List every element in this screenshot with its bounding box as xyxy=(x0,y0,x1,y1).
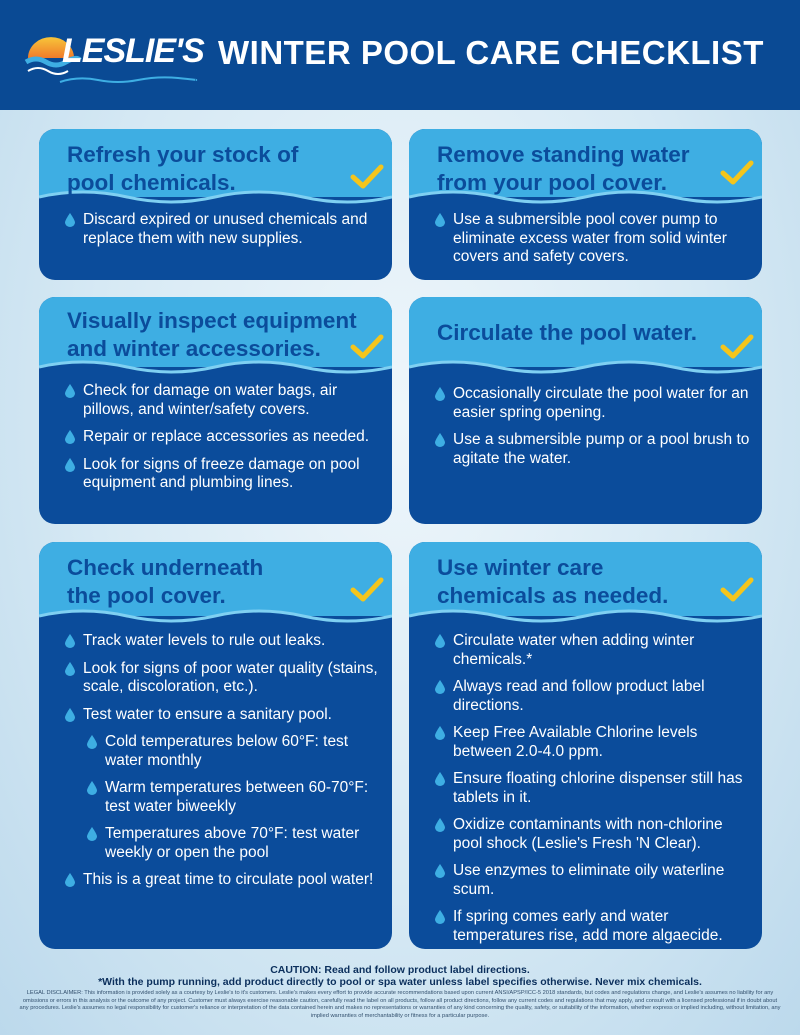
checklist-card-winter-chemicals xyxy=(409,542,762,949)
list-item: Look for signs of poor water quality (stains, scale, discoloration, etc.). xyxy=(63,660,388,697)
checklist-card-circulate xyxy=(409,297,762,524)
leslies-logo xyxy=(22,28,204,88)
water-drop-icon xyxy=(435,680,445,694)
checklist xyxy=(63,211,383,257)
list-subitem: Warm temperatures between 60-70°F: test water biweekly xyxy=(85,779,388,816)
water-drop-icon xyxy=(87,735,97,749)
water-drop-icon xyxy=(87,827,97,841)
checkmark-icon xyxy=(350,576,384,604)
checkmark-icon xyxy=(720,576,754,604)
checklist-card-standing-water xyxy=(409,129,762,280)
list-subitem: Cold temperatures below 60°F: test water monthly xyxy=(85,733,388,770)
water-drop-icon xyxy=(65,708,75,722)
checklist-card-chemicals xyxy=(39,129,392,280)
list-item: Test water to ensure a sanitary pool. xyxy=(63,706,388,725)
list-item: Look for signs of freeze damage on pool equipment and plumbing lines. xyxy=(63,456,383,493)
water-drop-icon xyxy=(435,213,445,227)
checklist xyxy=(63,632,388,899)
list-item: Oxidize contaminants with non-chlorine pool shock (Leslie's Fresh 'N Clear). xyxy=(433,816,753,853)
list-item: Track water levels to rule out leaks. xyxy=(63,632,388,651)
list-item: Occasionally circulate the pool water for an easier spring opening. xyxy=(433,385,753,422)
caution-text: CAUTION: Read and follow product label directions. xyxy=(270,964,530,976)
checklist xyxy=(433,211,753,276)
list-item: This is a great time to circulate pool water! xyxy=(63,871,388,890)
list-item: Keep Free Available Chlorine levels between 2.0-4.0 ppm. xyxy=(433,724,753,761)
checkmark-icon xyxy=(720,333,754,361)
pump-note: *With the pump running, add product directly to pool or spa water unless label specifies otherwise. Never mix chemicals. xyxy=(98,976,702,988)
water-drop-icon xyxy=(65,873,75,887)
checklist xyxy=(63,382,383,502)
water-drop-icon xyxy=(65,662,75,676)
wave-divider xyxy=(409,355,762,379)
checkmark-icon xyxy=(350,333,384,361)
water-drop-icon xyxy=(435,387,445,401)
list-item: Repair or replace accessories as needed. xyxy=(63,428,383,447)
checklist xyxy=(433,385,753,477)
list-item: Use a submersible pump or a pool brush to agitate the water. xyxy=(433,431,753,468)
legal-disclaimer: LEGAL DISCLAIMER: This information is provided solely as a courtesy by Leslie's to it's customers. Leslie's makes every effort to provide accurate recommendations based upon current ANSI/APSP/ICC-5 2018 standards, but codes and regulations change, and Leslie's assumes no liability for any omissions or errors in this analysis or the outcome of any project. Customer must always exercise reasonable caution, carefully read the label on all products, follow all product directions, follow any current codes and regulations that may apply, and consult with a licensed professional if in doubt about any procedures. Leslie's assumes no legal responsibility for customer's reliance or interpretation of the data contained herein and makes no representations or warranties of any kind concerning the quality, safety, or suitability of the information, whether express or implied including, without limitation, any implied warranties of merchantability or fitness for a particular purpose. xyxy=(19,990,781,1019)
water-drop-icon xyxy=(65,458,75,472)
water-drop-icon xyxy=(87,781,97,795)
list-item: If spring comes early and water temperatures rise, add more algaecide. xyxy=(433,908,753,945)
water-drop-icon xyxy=(435,634,445,648)
list-item: Use a submersible pool cover pump to eliminate excess water from solid winter covers and safety covers. xyxy=(433,211,753,267)
checklist xyxy=(433,632,753,949)
water-drop-icon xyxy=(435,818,445,832)
card-title: Refresh your stock of pool chemicals. xyxy=(67,142,299,195)
page-header xyxy=(0,0,800,110)
checkmark-icon xyxy=(720,159,754,187)
water-drop-icon xyxy=(435,864,445,878)
page-title: WINTER POOL CARE CHECKLIST xyxy=(218,34,764,71)
card-title: Circulate the pool water. xyxy=(437,320,698,345)
card-title: Check underneath the pool cover. xyxy=(67,555,264,608)
water-drop-icon xyxy=(65,213,75,227)
list-item: Always read and follow product label directions. xyxy=(433,678,753,715)
list-item: Circulate water when adding winter chemicals.* xyxy=(433,632,753,669)
water-drop-icon xyxy=(65,384,75,398)
water-drop-icon xyxy=(65,430,75,444)
checkmark-icon xyxy=(350,163,384,191)
checklist-card-inspect-equipment xyxy=(39,297,392,524)
water-drop-icon xyxy=(435,433,445,447)
list-item: Discard expired or unused chemicals and replace them with new supplies. xyxy=(63,211,383,248)
card-title: Use winter care chemicals as needed. xyxy=(437,555,669,608)
card-title: Remove standing water from your pool cover. xyxy=(437,142,690,195)
page-footer xyxy=(0,964,800,1020)
water-drop-icon xyxy=(435,910,445,924)
list-item: Use enzymes to eliminate oily waterline scum. xyxy=(433,862,753,899)
checklist-card-check-underneath xyxy=(39,542,392,949)
list-item: Check for damage on water bags, air pillows, and winter/safety covers. xyxy=(63,382,383,419)
card-title: Visually inspect equipment and winter accessories. xyxy=(67,308,357,361)
list-item: Ensure floating chlorine dispenser still has tablets in it. xyxy=(433,770,753,807)
water-drop-icon xyxy=(435,726,445,740)
logo-wordmark: LESLIE'S xyxy=(62,32,204,70)
water-drop-icon xyxy=(435,772,445,786)
list-subitem: Temperatures above 70°F: test water weekly or open the pool xyxy=(85,825,388,862)
water-drop-icon xyxy=(65,634,75,648)
